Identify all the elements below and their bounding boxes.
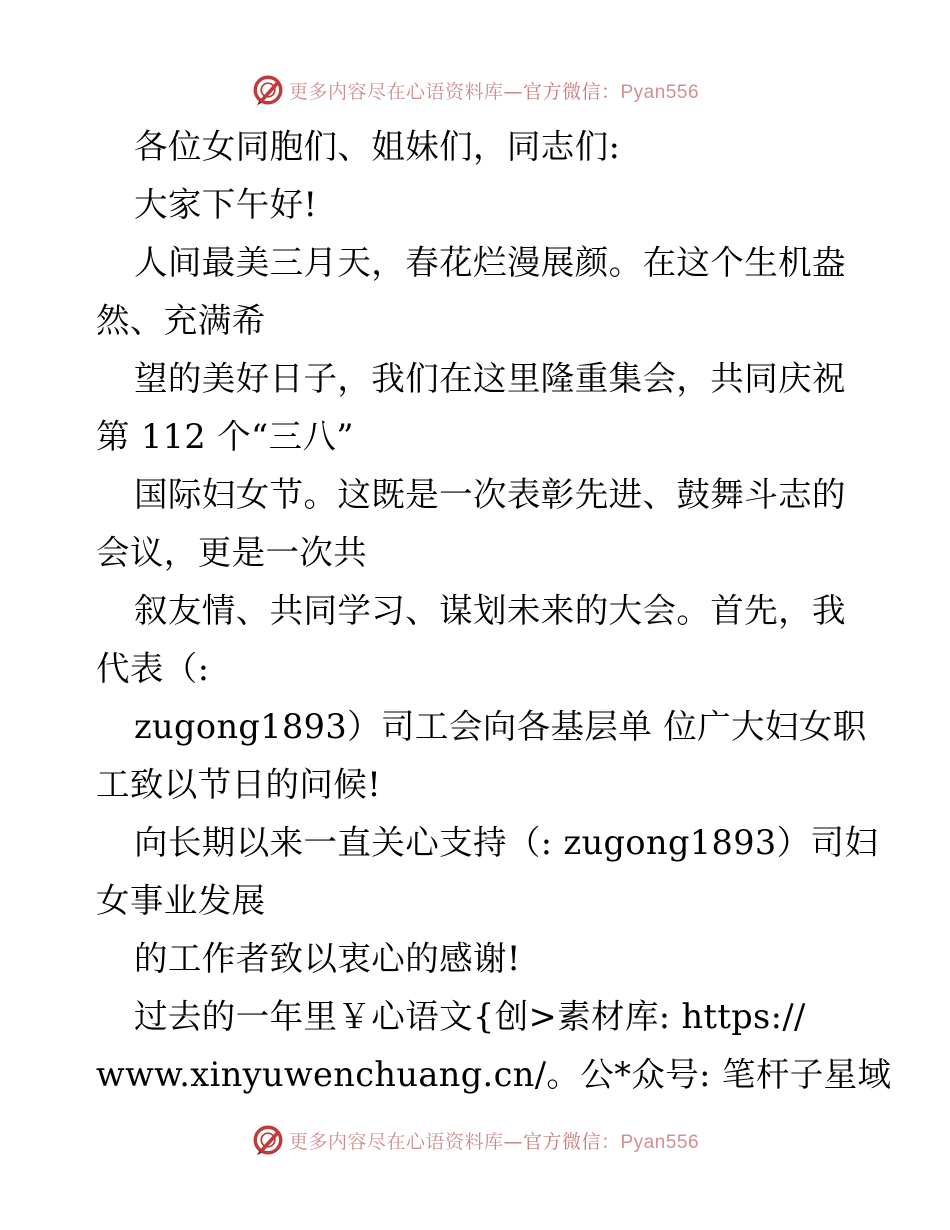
pen-logo-icon bbox=[251, 73, 285, 107]
watermark-brand: 更多内容尽在心语资料库 bbox=[288, 1130, 504, 1153]
text-line: 人间最美三月天，春花烂漫展颜。在这个生机盎 bbox=[134, 243, 846, 282]
text-line: 女事业发展 bbox=[96, 881, 266, 920]
pen-logo-icon bbox=[251, 1123, 285, 1157]
watermark-handle: Pyan556 bbox=[620, 81, 700, 103]
text-line: 望的美好日子，我们在这里隆重集会，共同庆祝 bbox=[134, 359, 846, 398]
text-line: www.xinyuwenchuang.cn/。公*众号: 笔杆子星域 bbox=[96, 1055, 892, 1094]
watermark-separator: — bbox=[503, 1130, 523, 1153]
text-line: 第 112 个“三八” bbox=[96, 417, 354, 456]
watermark-contact-label: 官方微信： bbox=[522, 1130, 621, 1153]
text-line: 过去的一年里￥心语文{创>素材库: https:// bbox=[134, 997, 806, 1036]
text-line: 工致以节日的问候! bbox=[96, 765, 382, 804]
watermark-text bbox=[289, 77, 699, 104]
text-line: zugong1893）司工会向各基层单 位广大妇女职 bbox=[134, 707, 867, 746]
watermark-separator: — bbox=[503, 80, 523, 103]
text-line: 然、充满希 bbox=[96, 301, 266, 340]
text-line: 叙友情、共同学习、谋划未来的大会。首先，我 bbox=[134, 591, 846, 630]
text-line: 的工作者致以衷心的感谢! bbox=[134, 939, 521, 978]
text-line: 会议，更是一次共 bbox=[96, 533, 368, 572]
text-line: 国际妇女节。这既是一次表彰先进、鼓舞斗志的 bbox=[134, 475, 846, 514]
text-line: 代表（: bbox=[96, 649, 210, 688]
watermark-text bbox=[289, 1127, 699, 1154]
text-line: 大家下午好! bbox=[134, 185, 318, 224]
watermark-handle: Pyan556 bbox=[620, 1131, 700, 1153]
watermark-contact-label: 官方微信： bbox=[522, 80, 621, 103]
text-line: 各位女同胞们、姐妹们，同志们: bbox=[134, 127, 621, 166]
watermark-brand: 更多内容尽在心语资料库 bbox=[288, 80, 504, 103]
text-line: 向长期以来一直关心支持（: zugong1893）司妇 bbox=[134, 823, 879, 862]
header-watermark bbox=[0, 70, 950, 110]
footer-watermark bbox=[0, 1120, 950, 1160]
